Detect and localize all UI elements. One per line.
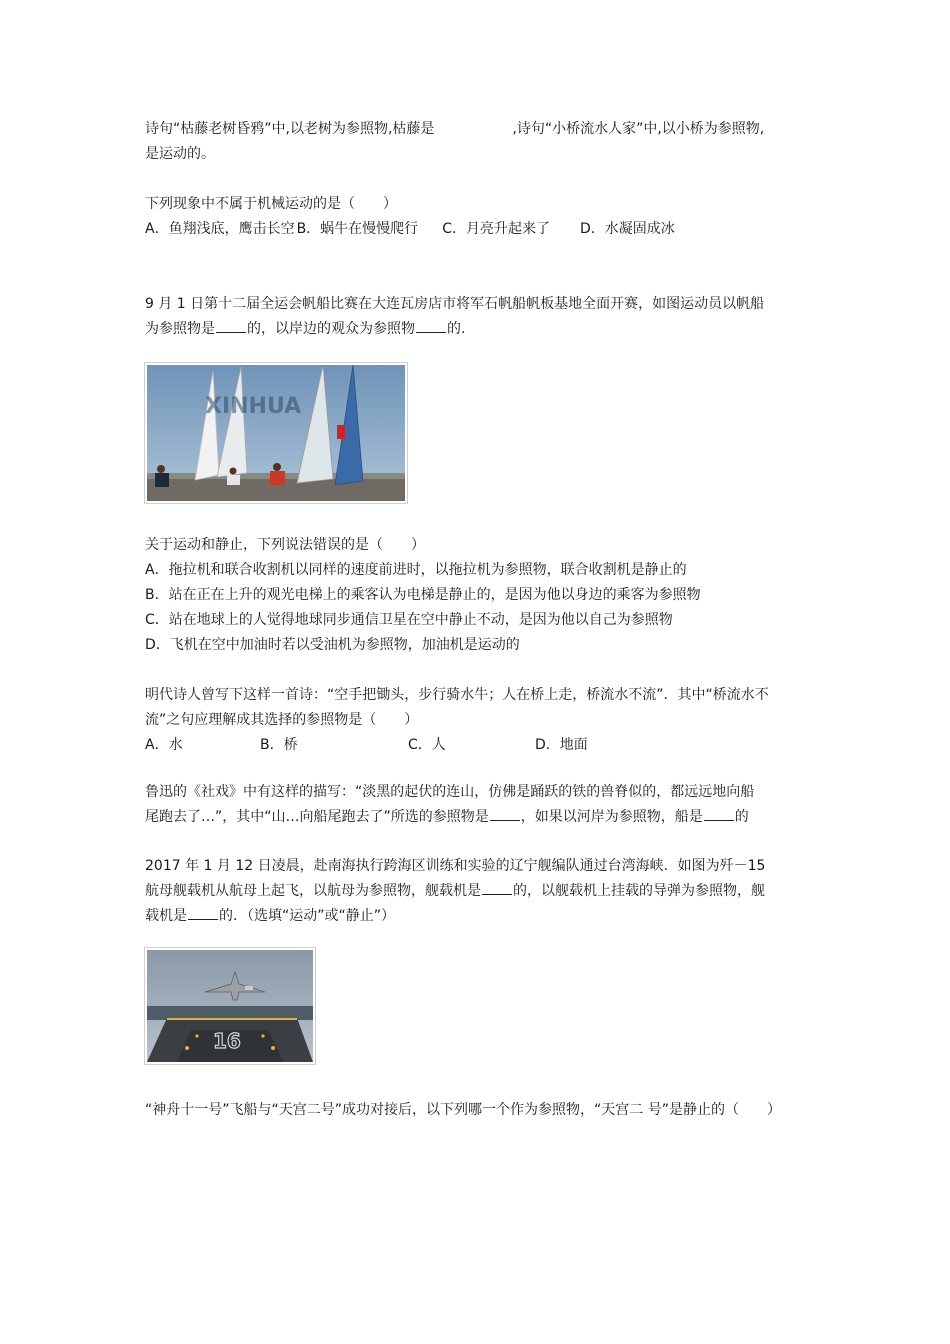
q1-line2: 是运动的。 <box>145 146 215 162</box>
q2-option-c: C．月亮升起来了 <box>442 221 550 237</box>
q5-option-c: C．人 <box>408 737 446 753</box>
q3-line1: 9 月 1 日第十二届全运会帆船比赛在大连瓦房店市将军石帆船帆板基地全面开赛，如图运动员以帆船 <box>145 296 765 312</box>
q2-stem: 下列现象中不属于机械运动的是（ ） <box>145 196 397 212</box>
q4-stem: 关于运动和静止，下列说法错误的是（ ） <box>145 537 425 553</box>
q3-line2 <box>145 319 465 339</box>
q7-text-d: 的．（选填“运动”或“静止”） <box>219 908 396 924</box>
sailing-photo <box>144 362 408 504</box>
q7-text-b: 的，以舰载机上挂载的导弹为参照物，舰 <box>513 883 765 899</box>
q4-option-c: C．站在地球上的人觉得地球同步通信卫星在空中静止不动，是因为他以自己为参照物 <box>145 612 673 628</box>
q6-text-c: 的 <box>734 809 749 825</box>
q1-text-a: 诗句“枯藤老树昏鸦”中,以老树为参照物,枯藤是 <box>145 121 435 137</box>
sailing-photo-illustration <box>147 365 405 501</box>
q5-options <box>145 735 588 755</box>
q6-line1: 鲁迅的《社戏》中有这样的描写：“淡黑的起伏的连山，仿佛是踊跃的铁的兽脊似的，都远远地向船 <box>145 784 755 800</box>
q7-line3 <box>145 906 395 926</box>
q3-blank-2 <box>416 319 446 333</box>
q2-option-d: D．水凝固成冰 <box>579 221 675 237</box>
q7-text-c: 载机是 <box>145 908 187 924</box>
q5-option-a: A．水 <box>145 737 183 753</box>
q2-option-b: B．蜗牛在慢慢爬行 <box>296 221 419 237</box>
q2-option-a: A．鱼翔浅底，鹰击长空 <box>145 221 295 237</box>
q7-blank-1 <box>482 881 512 895</box>
q5-option-d: D．地面 <box>535 737 588 753</box>
q3-text-c: 的. <box>447 321 466 337</box>
q4-option-a: A．拖拉机和联合收割机以同样的速度前进时，以拖拉机为参照物，联合收割机是静止的 <box>145 562 687 578</box>
q6-text-b: ，如果以河岸为参照物，船是 <box>520 809 703 825</box>
q3-blank-1 <box>216 319 246 333</box>
q5-option-b: B．桥 <box>260 737 298 753</box>
q6-blank-1 <box>490 807 520 821</box>
q5-line2: 流”之句应理解成其选择的参照物是（ ） <box>145 712 419 728</box>
q1-line1 <box>145 119 764 139</box>
q6-text-a: 尾跑去了…”，其中“山…向船尾跑去了”所选的参照物是 <box>145 809 489 825</box>
q6-line2 <box>145 807 749 827</box>
q3-text-b: 的，以岸边的观众为参照物 <box>247 321 415 337</box>
xinhua-watermark: XINHUA <box>205 394 302 419</box>
carrier-jet-illustration <box>147 950 313 1062</box>
q3-text-a: 为参照物是 <box>145 321 215 337</box>
q7-blank-2 <box>188 906 218 920</box>
q1-text-b: ,诗句“小桥流水人家”中,以小桥为参照物, <box>512 121 765 137</box>
q8-stem: “神舟十一号”飞船与“天宫二号”成功对接后，以下列哪一个作为参照物，“天宫二 号”是静止的（ ） <box>145 1102 781 1118</box>
q4-option-b: B．站在正在上升的观光电梯上的乘客认为电梯是静止的，是因为他以身边的乘客为参照物 <box>145 587 701 603</box>
q5-line1: 明代诗人曾写下这样一首诗：“空手把锄头，步行骑水牛；人在桥上走，桥流水不流”．其中“桥流水不 <box>145 687 769 703</box>
q7-text-a: 航母舰载机从航母上起飞，以航母为参照物，舰载机是 <box>145 883 481 899</box>
q6-blank-2 <box>704 807 734 821</box>
deck-number: 16 <box>213 1029 241 1053</box>
q7-line1: 2017 年 1 月 12 日凌晨，赴南海执行跨海区训练和实验的辽宁舰编队通过台湾海峡．如图为歼－15 <box>145 858 766 874</box>
q7-line2 <box>145 881 765 901</box>
q4-option-d: D．飞机在空中加油时若以受油机为参照物，加油机是运动的 <box>145 637 520 653</box>
carrier-jet-photo <box>144 947 316 1065</box>
q2-options <box>145 219 675 239</box>
